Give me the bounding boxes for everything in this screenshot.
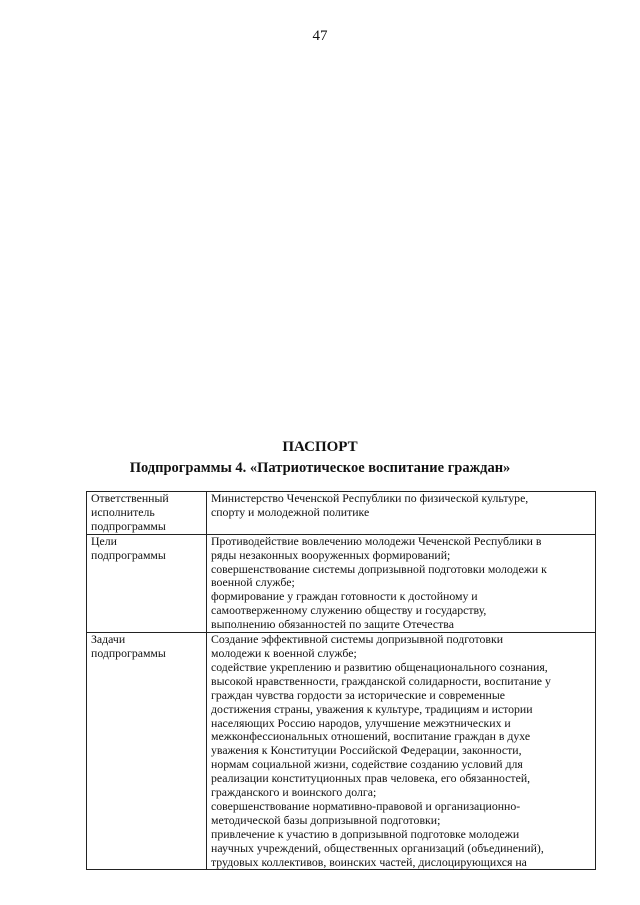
label-line: Ответственный bbox=[91, 491, 169, 505]
content-line: совершенствование системы допризывной подготовки молодежи к bbox=[211, 561, 547, 576]
content-line: реализации конституционных прав человека, его обязанностей, bbox=[211, 771, 531, 786]
content-line: содействие укреплению и развитию общенационального сознания, bbox=[211, 659, 548, 674]
content-line: населяющих Россию народов, улучшение межэтнических и bbox=[211, 715, 511, 730]
row-content-goals bbox=[207, 534, 596, 632]
row-content-tasks bbox=[207, 633, 596, 870]
content-line: привлечение к участию в допризывной подготовке молодежи bbox=[211, 826, 520, 841]
label-line: подпрограммы bbox=[91, 518, 166, 533]
content-line: Министерство Чеченской Республики по физической культуре, bbox=[211, 491, 529, 505]
content-line: Создание эффективной системы допризывной подготовки bbox=[211, 632, 504, 647]
content-line: уважения к Конституции Российской Федерации, законности, bbox=[211, 743, 522, 758]
content-line: методической базы допризывной подготовки; bbox=[211, 812, 441, 827]
content-line: нормам социальной жизни, содействие созданию условий для bbox=[211, 757, 523, 772]
content-line: межконфессиональных отношений, воспитание граждан в духе bbox=[211, 729, 531, 744]
label-line: Задачи bbox=[91, 632, 126, 647]
label-line: подпрограммы bbox=[91, 645, 166, 660]
table-row bbox=[87, 534, 596, 632]
content-line: формирование у граждан готовности к достойному и bbox=[211, 589, 478, 604]
row-label-responsible bbox=[87, 492, 207, 535]
content-line: военной службе; bbox=[211, 575, 295, 590]
row-label-tasks bbox=[87, 633, 207, 870]
row-content-responsible bbox=[207, 492, 596, 535]
content-line: граждан чувства гордости за исторические и современные bbox=[211, 687, 506, 702]
label-line: Цели bbox=[91, 533, 117, 548]
table-row bbox=[87, 633, 596, 870]
page-number: 47 bbox=[312, 28, 328, 44]
row-label-goals bbox=[87, 534, 207, 632]
content-line: гражданского и воинского долга; bbox=[211, 785, 377, 800]
content-line: трудовых коллективов, воинских частей, дислоцирующихся на bbox=[211, 854, 527, 869]
content-line: достижения страны, уважения к культуре, традициям и истории bbox=[211, 701, 533, 716]
content-line: молодежи к военной службе; bbox=[211, 645, 357, 660]
document-subtitle: Подпрограммы 4. «Патриотическое воспитание граждан» bbox=[129, 460, 511, 476]
label-line: подпрограммы bbox=[91, 547, 166, 562]
content-line: выполнению обязанностей по защите Отечества bbox=[211, 617, 454, 632]
content-line: совершенствование нормативно-правовой и организационно- bbox=[211, 798, 521, 813]
content-line: спорту и молодежной политике bbox=[211, 504, 370, 519]
label-line: исполнитель bbox=[91, 504, 155, 519]
content-line: ряды незаконных вооруженных формирований; bbox=[211, 547, 451, 562]
content-line: научных учреждений, общественных организаций (объединений), bbox=[211, 840, 544, 855]
document-title: ПАСПОРТ bbox=[282, 439, 358, 455]
content-line: Противодействие вовлечению молодежи Чеченской Республики в bbox=[211, 533, 542, 548]
table-row bbox=[87, 492, 596, 535]
content-line: высокой нравственности, гражданской солидарности, воспитание у bbox=[211, 673, 551, 688]
content-line: самоотверженному служению обществу и государству, bbox=[211, 603, 487, 618]
passport-table bbox=[86, 491, 596, 870]
